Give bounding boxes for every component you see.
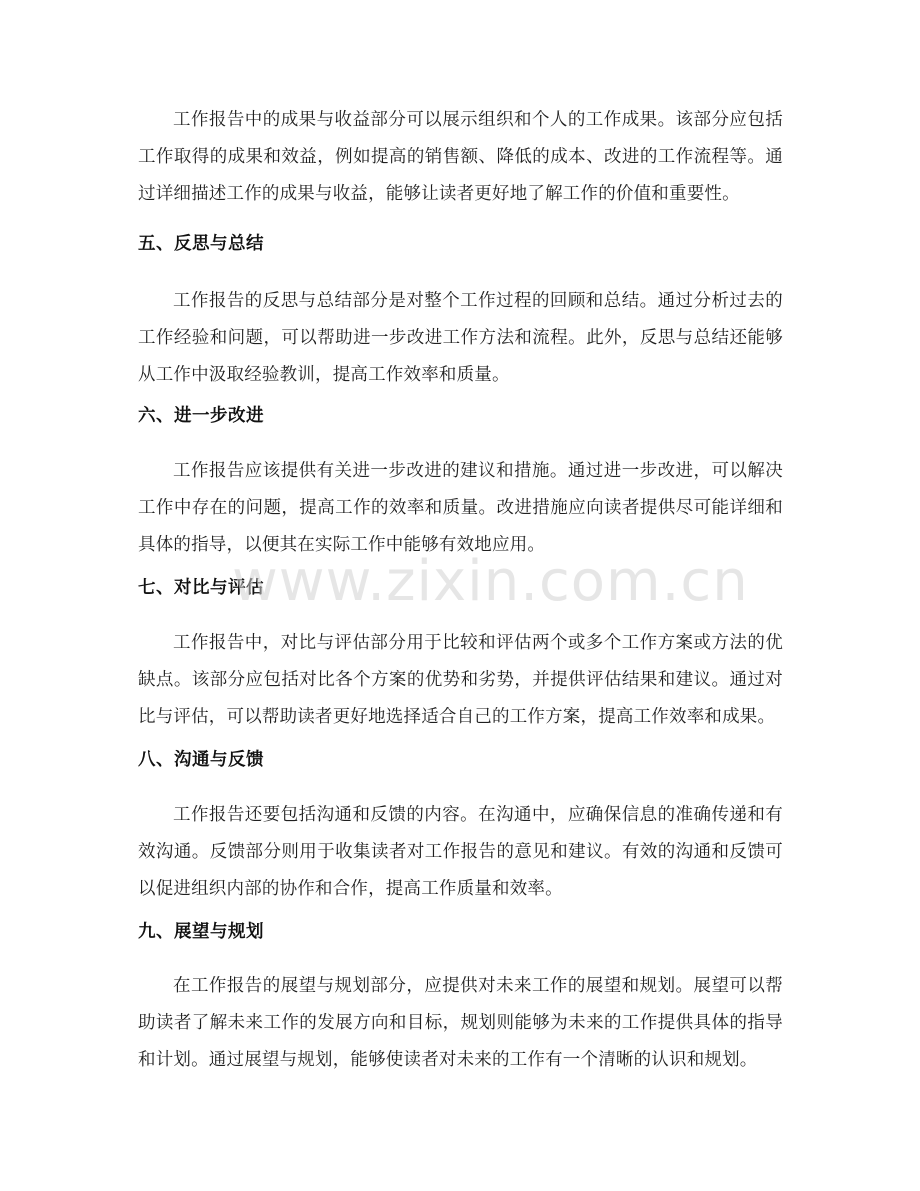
section-heading-improvement: 六、进一步改进 [138, 406, 264, 426]
section-heading-reflection: 五、反思与总结 [138, 234, 264, 254]
intro-paragraph: 工作报告中的成果与收益部分可以展示组织和个人的工作成果。该部分应包括工作取得的成果和效益，例如提高的销售额、降低的成本、改进的工作流程等。通过详细描述工作的成果与收益，能够让读者更好地了解工作的价值和重要性。 [138, 110, 783, 204]
section-paragraph-comparison: 工作报告中，对比与评估部分用于比较和评估两个或多个工作方案或方法的优缺点。该部分应包括对比各个方案的优势和劣势，并提供评估结果和建议。通过对比与评估，可以帮助读者更好地选择适合自己的工作方案，提高工作效率和成果。 [138, 633, 783, 727]
section-paragraph-reflection: 工作报告的反思与总结部分是对整个工作过程的回顾和总结。通过分析过去的工作经验和问题，可以帮助进一步改进工作方法和流程。此外，反思与总结还能够从工作中汲取经验教训，提高工作效率和质量。 [138, 291, 783, 385]
section-heading-outlook: 九、展望与规划 [138, 922, 264, 942]
section-heading-communication: 八、沟通与反馈 [138, 750, 264, 770]
watermark: www.zixin.com.cn [232, 549, 749, 614]
section-paragraph-communication: 工作报告还要包括沟通和反馈的内容。在沟通中，应确保信息的准确传递和有效沟通。反馈部分则用于收集读者对工作报告的意见和建议。有效的沟通和反馈可以促进组织内部的协作和合作，提高工作质量和效率。 [138, 805, 783, 899]
section-paragraph-outlook: 在工作报告的展望与规划部分，应提供对未来工作的展望和规划。展望可以帮助读者了解未来工作的发展方向和目标，规划则能够为未来的工作提供具体的指导和计划。通过展望与规划，能够使读者对未来的工作有一个清晰的认识和规划。 [138, 976, 783, 1070]
section-heading-comparison: 七、对比与评估 [138, 578, 264, 598]
section-paragraph-improvement: 工作报告应该提供有关进一步改进的建议和措施。通过进一步改进，可以解决工作中存在的问题，提高工作的效率和质量。改进措施应向读者提供尽可能详细和具体的指导，以便其在实际工作中能够有效地应用。 [138, 461, 783, 555]
